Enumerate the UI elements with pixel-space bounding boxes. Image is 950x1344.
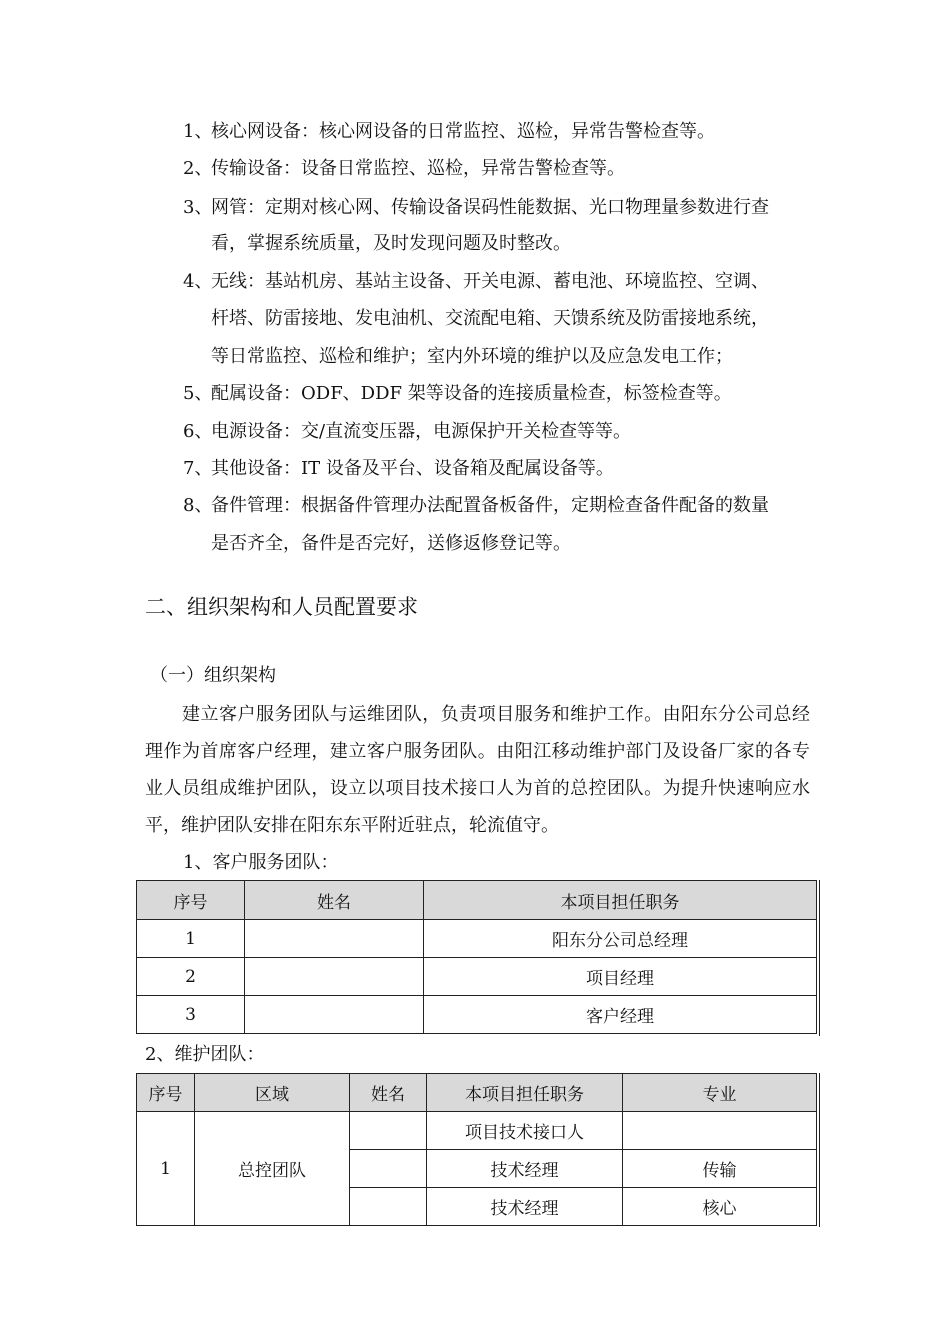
column-header: 专业 [623,1074,817,1112]
table-row [137,1112,817,1150]
list-item-number: 7、 [183,458,213,479]
table-cell [245,920,424,958]
list-item-text: 电源设备：交/直流变压器，电源保护开关检查等等。 [211,421,632,442]
table-cell [623,1112,817,1150]
table-cell: 客户经理 [424,996,817,1034]
list-item-text: 看，掌握系统质量，及时发现问题及时整改。 [211,233,571,254]
table-caption: 1、客户服务团队： [183,852,339,873]
list-item-text: 传输设备：设备日常监控、巡检，异常告警检查等。 [211,158,625,179]
table-cell: 3 [137,996,245,1034]
table-cell: 1 [137,920,245,958]
table-cell: 技术经理 [427,1150,623,1188]
table-cell: 核心 [623,1188,817,1226]
list-item-number: 5、 [183,383,213,404]
column-header: 序号 [137,881,245,920]
column-header: 序号 [137,1074,195,1112]
table-cell [245,996,424,1034]
table-cell [245,958,424,996]
customer-service-table [136,880,817,1034]
table-cell: 1 [137,1112,195,1226]
column-header: 本项目担任职务 [424,881,817,920]
table-edge-line [819,1073,820,1227]
list-item-text: 其他设备：IT 设备及平台、设备箱及配属设备等。 [211,458,614,479]
table-cell: 项目经理 [424,958,817,996]
list-item-text: 等日常监控、巡检和维护；室内外环境的维护以及应急发电工作； [211,346,733,367]
list-item-number: 8、 [183,495,213,516]
list-item-text: 是否齐全，备件是否完好，送修返修登记等。 [211,533,571,554]
list-item-text: 无线：基站机房、基站主设备、开关电源、蓄电池、环境监控、空调、 [211,271,769,292]
list-item-text: 配属设备：ODF、DDF 架等设备的连接质量检查，标签检查等。 [211,383,732,404]
table-cell: 传输 [623,1150,817,1188]
table-cell [350,1188,427,1226]
column-header: 区域 [195,1074,350,1112]
table-edge-line [819,880,820,1036]
list-item-text: 备件管理：根据备件管理办法配置备板备件，定期检查备件配备的数量 [211,495,769,516]
list-item-text: 杆塔、防雷接地、发电油机、交流配电箱、天馈系统及防雷接地系统， [211,308,769,329]
table-caption: 2、维护团队： [145,1044,265,1065]
list-item-number: 6、 [183,421,213,442]
section-heading: 二、组织架构和人员配置要求 [145,595,418,619]
table-cell: 2 [137,958,245,996]
table-row [137,958,817,996]
body-paragraph: 建立客户服务团队与运维团队，负责项目服务和维护工作。由阳东分公司总经理作为首席客户经理，建立客户服务团队。由阳江移动维护部门及设备厂家的各专业人员组成维护团队，设立以项目技术接口人为首的总控团队。为提升快速响应水平，维护团队安排在阳东东平附近驻点，轮流值守。 [145,704,810,836]
table-cell: 总控团队 [195,1112,350,1226]
list-item-number: 1、 [183,121,213,142]
maintenance-team-table [136,1073,817,1226]
list-item-number: 2、 [183,158,213,179]
column-header: 姓名 [350,1074,427,1112]
column-header: 姓名 [245,881,424,920]
subsection-heading: （一）组织架构 [150,665,276,686]
list-item-text: 核心网设备：核心网设备的日常监控、巡检，异常告警检查等。 [211,121,715,142]
table-cell: 阳东分公司总经理 [424,920,817,958]
table-cell [350,1112,427,1150]
table-row [137,920,817,958]
list-item-text: 网管：定期对核心网、传输设备误码性能数据、光口物理量参数进行查 [211,197,769,218]
table-cell [350,1150,427,1188]
list-item-number: 4、 [183,271,213,292]
table-cell: 技术经理 [427,1188,623,1226]
list-item-number: 3、 [183,197,213,218]
table-row [137,996,817,1034]
column-header: 本项目担任职务 [427,1074,623,1112]
table-cell: 项目技术接口人 [427,1112,623,1150]
